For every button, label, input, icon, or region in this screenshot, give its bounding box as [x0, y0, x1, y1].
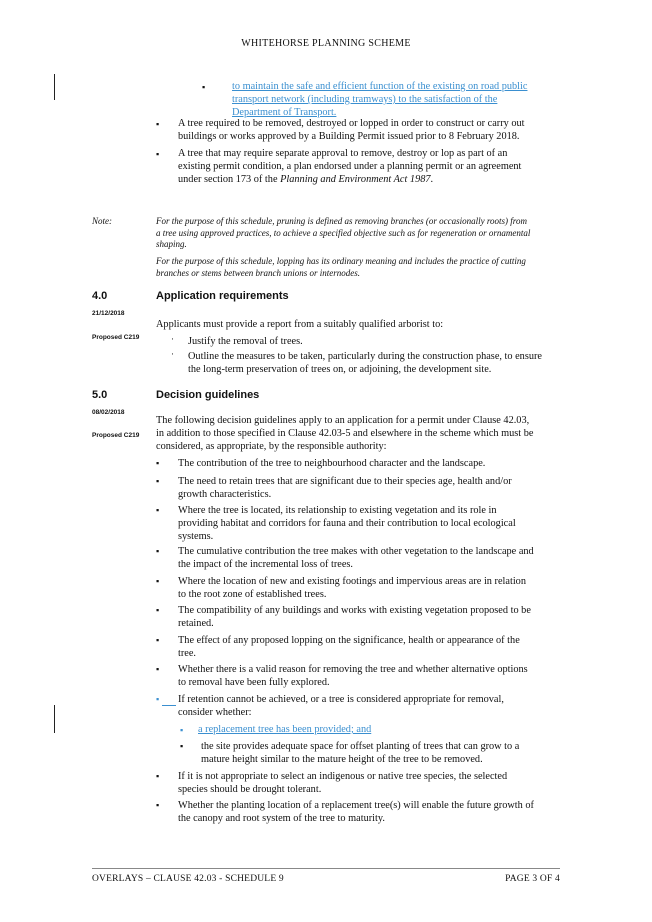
note-para-2	[156, 256, 566, 279]
note-para-1	[156, 216, 566, 251]
amendment-label: Proposed C219	[92, 432, 140, 439]
section-title: Decision guidelines	[156, 389, 260, 401]
square-bullet-icon: ▪	[156, 149, 160, 159]
text-line: existing permit condition, a plan endorsed under a planning permit or an agreement	[178, 161, 522, 172]
text-line: transport network (including tramways) to the satisfaction of the	[232, 94, 498, 105]
middle-dot-icon: ·	[171, 334, 174, 344]
section-intro	[156, 414, 533, 453]
list-item	[178, 693, 504, 719]
text-line: shaping.	[156, 239, 187, 249]
note-label: Note:	[92, 216, 112, 226]
square-bullet-icon: ▪	[156, 771, 160, 781]
act-title: Planning and Environment Act 1987	[280, 174, 431, 185]
text-line: Justify the removal of trees.	[188, 336, 303, 347]
list-item	[178, 770, 507, 796]
text-line: Where the location of new and existing footings and impervious areas are in relation	[178, 576, 526, 587]
list-item	[178, 604, 531, 630]
square-bullet-icon: ▪	[156, 458, 160, 468]
footer-divider	[92, 868, 560, 869]
text-line: Department of Transport.	[232, 107, 337, 118]
text-line: systems.	[178, 531, 214, 542]
list-item	[178, 799, 534, 825]
section-date: 08/02/2018	[92, 409, 125, 416]
text-line: For the purpose of this schedule, pruning is defined as removing branches (or occasionally roots) from	[156, 216, 527, 226]
list-item	[178, 475, 512, 501]
text-line: considered, as appropriate, by the responsible authority:	[156, 441, 387, 452]
square-bullet-icon: ▪	[180, 725, 184, 735]
text-line: providing habitat and corridors for fauna and their contribution to local ecological	[178, 518, 516, 529]
middle-dot-icon: ·	[171, 349, 174, 359]
text-line: A tree required to be removed, destroyed or lopped in order to construct or carry out	[178, 118, 525, 129]
footer-clause: OVERLAYS – CLAUSE 42.03 - SCHEDULE 9	[92, 874, 284, 884]
intro-bullet-a	[178, 117, 525, 143]
text-line: growth characteristics.	[178, 489, 272, 500]
text-line: Outline the measures to be taken, particularly during the construction phase, to ensure	[188, 351, 542, 362]
square-bullet-icon: ▪	[156, 635, 160, 645]
text-line: in addition to those specified in Clause 42.03-5 and elsewhere in the scheme which must be	[156, 428, 534, 439]
text-line: the canopy and root system of the tree to maturity.	[178, 813, 385, 824]
section-number: 4.0	[92, 290, 108, 302]
text-line: The cumulative contribution the tree makes with other vegetation to the landscape and	[178, 546, 534, 557]
text-line: Whether there is a valid reason for removing the tree and whether alternative options	[178, 664, 528, 675]
square-bullet-icon: ▪	[156, 546, 160, 556]
text-line: consider whether:	[178, 707, 252, 718]
text-line: species should be drought tolerant.	[178, 784, 322, 795]
list-item	[178, 663, 528, 689]
text-line: retained.	[178, 618, 214, 629]
text-line: The effect of any proposed lopping on the significance, health or appearance of the	[178, 635, 520, 646]
list-item	[178, 575, 526, 601]
text-line: the long-term preservation of trees on, or adjoining, the development site.	[188, 364, 492, 375]
text-line: the site provides adequate space for offset planting of trees that can grow to a	[201, 741, 520, 752]
list-item	[188, 335, 303, 348]
text-line: to removal have been fully explored.	[178, 677, 330, 688]
section-date: 21/12/2018	[92, 310, 125, 317]
change-bar	[54, 74, 55, 100]
amendment-label: Proposed C219	[92, 334, 140, 341]
link-underline	[162, 705, 176, 706]
text-line: a tree using approved practices, to achieve a specified objective such as for regeneration or ornamental	[156, 227, 531, 238]
text-line: The need to retain trees that are significant due to their species age, health and/or	[178, 476, 512, 487]
section-intro: Applicants must provide a report from a suitably qualified arborist to:	[156, 319, 444, 330]
list-item	[178, 634, 520, 660]
footer-page-number: PAGE 3 OF 4	[505, 874, 560, 884]
change-bar	[54, 705, 55, 733]
square-bullet-icon: ▪	[156, 664, 160, 674]
text-segment: .	[430, 174, 434, 185]
square-bullet-icon: ▪	[156, 505, 160, 515]
text-line: The following decision guidelines apply to an application for a permit under Clause 42.03,	[156, 415, 530, 426]
text-line: Where the tree is located, its relationship to existing vegetation and its role in	[178, 505, 497, 516]
square-bullet-icon: ▪	[180, 741, 184, 751]
square-bullet-icon: ▪	[156, 694, 160, 704]
text-line: to the root zone of established trees.	[178, 589, 327, 600]
list-item	[201, 740, 519, 766]
square-bullet-icon: ▪	[156, 800, 160, 810]
square-bullet-icon: ▪	[156, 476, 160, 486]
list-item	[178, 545, 534, 571]
text-line: If retention cannot be achieved, or a tree is considered appropriate for removal,	[178, 694, 504, 705]
page-header: WHITEHORSE PLANNING SCHEME	[241, 38, 411, 49]
square-bullet-icon: ▪	[156, 576, 160, 586]
list-item	[178, 504, 516, 543]
text-line	[178, 173, 521, 186]
text-line: The contribution of the tree to neighbourhood character and the landscape.	[178, 458, 486, 469]
replacement-tree-link[interactable]: a replacement tree has been provided; and	[198, 724, 372, 735]
square-bullet-icon: ▪	[202, 82, 206, 92]
section-number: 5.0	[92, 389, 108, 401]
square-bullet-icon: ▪	[156, 605, 160, 615]
intro-sub-bullet-link[interactable]	[232, 80, 527, 119]
text-line: If it is not appropriate to select an indigenous or native tree species, the selected	[178, 771, 508, 782]
text-line: mature height similar to the mature height of the tree to be removed.	[201, 754, 483, 765]
intro-bullet-b	[178, 147, 521, 186]
text-line: A tree that may require separate approval to remove, destroy or lop as part of an	[178, 148, 508, 159]
text-line: buildings or works approved by a Building Permit issued prior to 8 February 2018.	[178, 131, 520, 142]
square-bullet-icon: ▪	[156, 119, 160, 129]
text-line: to maintain the safe and efficient function of the existing on road public	[232, 81, 528, 92]
list-item	[188, 350, 542, 376]
list-item	[178, 457, 485, 470]
text-line: tree.	[178, 648, 197, 659]
text-line: The compatibility of any buildings and works with existing vegetation proposed to be	[178, 605, 531, 616]
section-title: Application requirements	[156, 290, 289, 302]
text-line: For the purpose of this schedule, lopping has its ordinary meaning and includes the practice of cutting	[156, 256, 526, 266]
text-segment: under section 173 of the	[178, 174, 281, 185]
text-line: Whether the planting location of a replacement tree(s) will enable the future growth of	[178, 800, 534, 811]
text-line: branches or stems between branch unions or internodes.	[156, 267, 360, 278]
text-line: the impact of the incremental loss of trees.	[178, 559, 353, 570]
